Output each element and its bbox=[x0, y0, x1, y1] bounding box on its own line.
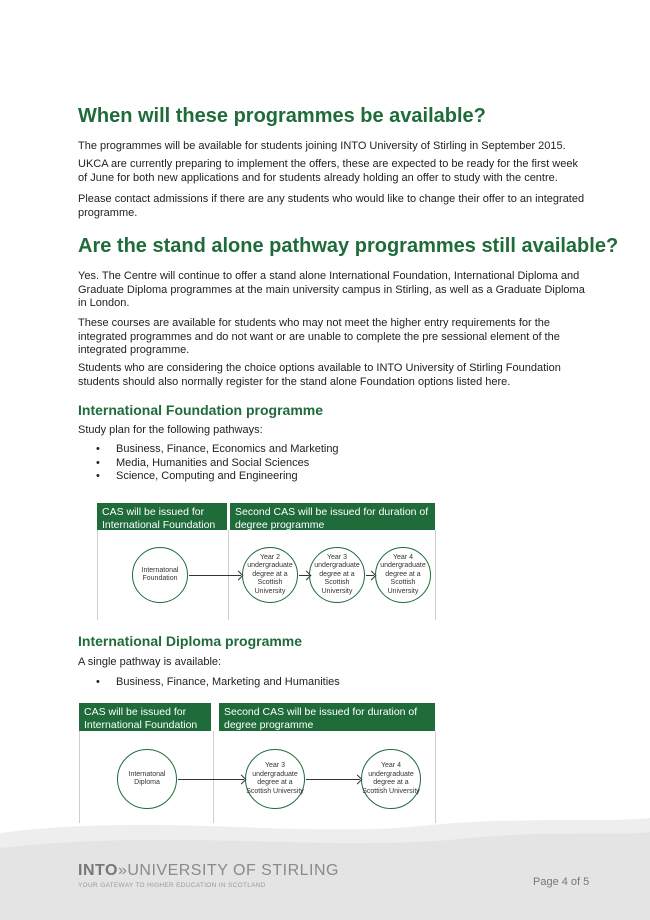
paragraph: UKCA are currently preparing to implement the offers, these are expected to be ready for the first week of June for both new applications and for students already holding an offer to study with the centre. bbox=[78, 158, 578, 184]
pathway-list bbox=[78, 443, 590, 484]
logo-tagline: YOUR GATEWAY TO HIGHER EDUCATION IN SCOTLAND bbox=[78, 882, 266, 889]
paragraph: The programmes will be available for students joining INTO University of Stirling in September 2015. bbox=[78, 140, 566, 152]
list-item: • Business, Finance, Economics and Marketing bbox=[78, 443, 590, 457]
university-logo bbox=[78, 862, 339, 889]
logo-chevron-icon: » bbox=[117, 862, 128, 879]
paragraph: Please contact admissions if there are any students who would like to change their offer to an integrated programme. bbox=[78, 193, 585, 219]
heading-availability: When will these programmes be available? bbox=[78, 105, 486, 127]
flow-node-year3: Year 3 undergraduate degree at a Scottish University bbox=[309, 547, 365, 603]
list-item: • Business, Finance, Marketing and Humanities bbox=[78, 676, 590, 690]
foundation-flow-diagram bbox=[97, 503, 435, 620]
page-number: Page 4 of 5 bbox=[533, 876, 590, 888]
list-item: • Science, Computing and Engineering bbox=[78, 470, 590, 484]
flow-node-year4: Year 4 undergraduate degree at a Scottish University bbox=[361, 749, 421, 809]
paragraph: A single pathway is available: bbox=[78, 656, 222, 668]
logo-into: INTO bbox=[78, 862, 118, 879]
diploma-flow-diagram bbox=[79, 703, 435, 823]
diagram-header-left: CAS will be issued for International Foundation only bbox=[97, 503, 227, 530]
diagram-header-right: Second CAS will be issued for duration of degree programme bbox=[219, 703, 435, 731]
logo-university: UNIVERSITY OF STIRLING bbox=[127, 862, 339, 879]
flow-node-year3: Year 3 undergraduate degree at a Scottish University bbox=[245, 749, 305, 809]
paragraph: These courses are available for students who may not meet the higher entry requirements for the integrated programmes and do not want or are unable to complete the pre sessional element of the integrated programme. bbox=[78, 317, 560, 356]
paragraph: Yes. The Centre will continue to offer a stand alone International Foundation, International Diploma and Graduate Diploma programmes at the main university campus in Stirling, as well as a Graduate Diploma in London. bbox=[78, 270, 585, 309]
arrow-icon bbox=[178, 779, 244, 780]
pathway-list bbox=[78, 676, 590, 690]
flow-node-start: Internatonal Foundation bbox=[132, 547, 188, 603]
heading-diploma: International Diploma programme bbox=[78, 633, 303, 649]
arrow-icon bbox=[189, 575, 241, 576]
arrow-icon bbox=[299, 575, 309, 576]
flow-node-year2: Year 2 undergraduate degree at a Scottish University bbox=[242, 547, 298, 603]
arrow-icon bbox=[306, 779, 360, 780]
flow-node-year4: Year 4 undergraduate degree at a Scottish University bbox=[375, 547, 431, 603]
flow-node-start: Internatonal Diploma bbox=[117, 749, 177, 809]
diagram-header-right: Second CAS will be issued for duration of degree programme bbox=[230, 503, 435, 530]
arrow-icon bbox=[366, 575, 374, 576]
paragraph: Students who are considering the choice options available to INTO University of Stirling Foundation students should also normally register for the stand alone Foundation options listed here. bbox=[78, 362, 561, 388]
heading-foundation: International Foundation programme bbox=[78, 402, 324, 418]
paragraph: Study plan for the following pathways: bbox=[78, 424, 263, 436]
list-item: • Media, Humanities and Social Sciences bbox=[78, 457, 590, 471]
heading-stand-alone: Are the stand alone pathway programmes still available? bbox=[78, 235, 619, 257]
diagram-header-left: CAS will be issued for International Foundation only bbox=[79, 703, 211, 731]
